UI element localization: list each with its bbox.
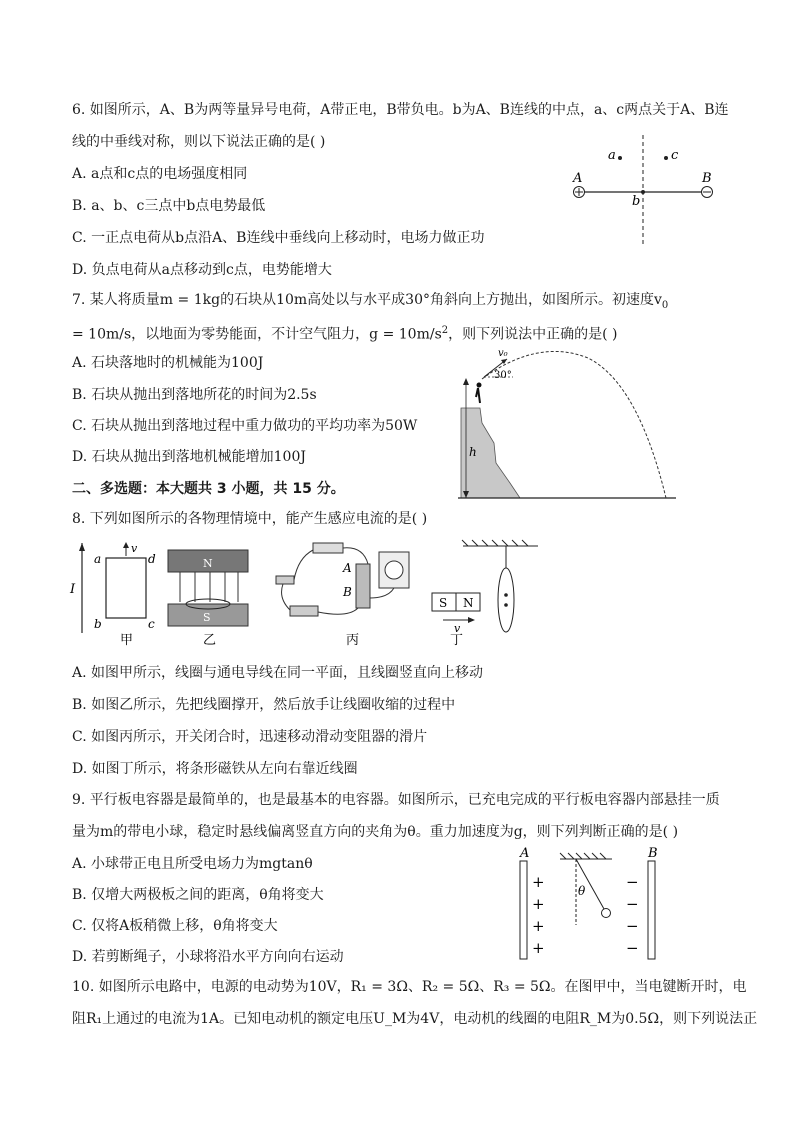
svg-text:S: S xyxy=(439,596,448,610)
q6-option-c[interactable]: C. 一正点电荷从b点沿A、B连线中垂线向上移动时，电场力做正功 xyxy=(72,230,485,246)
q8-figure-bing xyxy=(276,543,409,646)
q8-figure-jia xyxy=(69,542,156,646)
q6-label-a: a xyxy=(608,148,616,163)
svg-text:v: v xyxy=(454,622,461,635)
q6-point-b xyxy=(641,190,645,194)
q8-caption-jia: 甲 xyxy=(120,633,134,646)
q8-option-a[interactable]: A. 如图甲所示，线圈与通电导线在同一平面，且线圈竖直向上移动 xyxy=(72,665,484,681)
q9-ball xyxy=(602,909,611,918)
q6-label-B: B xyxy=(702,171,712,186)
q9-capacitor-figure xyxy=(510,845,670,963)
q8-caption-yi: 乙 xyxy=(203,633,217,646)
q8-figure-yi xyxy=(168,550,248,646)
q7-option-b[interactable]: B. 石块从抛出到落地所花的时间为2.5s xyxy=(72,387,317,403)
q8-caption-ding: 丁 xyxy=(450,633,464,646)
q8-stem: 8. 下列如图所示的各物理情境中，能产生感应电流的是( ) xyxy=(72,511,428,527)
q8-option-b[interactable]: B. 如图乙所示，先把线圈撑开，然后放手让线圈收缩的过程中 xyxy=(72,697,456,713)
svg-text:+: + xyxy=(532,895,545,913)
q6-label-c: c xyxy=(671,148,679,163)
q9-option-b[interactable]: B. 仅增大两极板之间的距离，θ角将变大 xyxy=(72,887,324,903)
q8-switch xyxy=(276,576,294,584)
svg-text:d: d xyxy=(148,552,156,566)
svg-text:B: B xyxy=(343,585,352,599)
q9-option-d[interactable]: D. 若剪断绳子，小球将沿水平方向向右运动 xyxy=(72,949,344,965)
q6-stem-line1: 6. 如图所示，A、B为两等量异号电荷，A带正电，B带负电。b为A、B连线的中点，a、c两点关于A、B连 xyxy=(72,102,729,118)
q7-option-c[interactable]: C. 石块从抛出到落地过程中重力做功的平均功率为50W xyxy=(72,418,418,434)
svg-text:+: + xyxy=(532,939,545,957)
q8-label-v: v xyxy=(131,542,138,555)
q6-charges-figure xyxy=(565,135,725,250)
svg-text:−: − xyxy=(626,917,639,935)
q7-option-a[interactable]: A. 石块落地时的机械能为100J xyxy=(72,355,264,371)
q7-stem-line2: = 10m/s，以地面为零势能面，不计空气阻力，$g = 10m/s^2$，则下列说法中正确的是( ) xyxy=(72,325,618,343)
q8-rheostat xyxy=(313,543,343,553)
q9-label-theta: θ xyxy=(578,884,586,898)
svg-text:c: c xyxy=(148,617,155,631)
q8-battery xyxy=(290,606,318,616)
q6-label-b: b xyxy=(632,194,641,209)
q9-option-c[interactable]: C. 仅将A板稍微上移，θ角将变大 xyxy=(72,918,278,934)
q8-coils xyxy=(356,564,370,608)
q6-option-d[interactable]: D. 负点电荷从a点移动到c点，电势能增大 xyxy=(72,262,332,278)
svg-text:−: − xyxy=(626,939,639,957)
q7-option-d[interactable]: D. 石块从抛出到落地机械能增加100J xyxy=(72,449,306,465)
q9-plate-a xyxy=(520,861,527,959)
q8-option-d[interactable]: D. 如图丁所示，将条形磁铁从左向右靠近线圈 xyxy=(72,761,358,777)
q9-plate-b xyxy=(648,861,655,959)
q6-option-a[interactable]: A. a点和c点的电场强度相同 xyxy=(72,166,248,182)
q6-point-c xyxy=(664,156,668,160)
q10-stem-line2: 阻R₁上通过的电流为1A。已知电动机的额定电压U_M为4V，电动机的线圈的电阻R_M为0.5Ω，则下列说法正 xyxy=(72,1011,758,1027)
q10-stem-line1: 10. 如图所示电路中，电源的电动势为10V，R₁ = 3Ω、R₂ = 5Ω、R₃ = 5Ω。在图甲中，当电键断开时，电 xyxy=(72,979,747,995)
q8-coil xyxy=(106,558,146,618)
q8-induction-figures xyxy=(68,538,548,646)
q7-label-angle: 30° xyxy=(494,370,512,381)
svg-text:a: a xyxy=(94,552,102,566)
q7-stem-line1: 7. 某人将质量m = 1kg的石块从10m高处以与水平成30°角斜向上方抛出，如图所示。初速度$v_0$ xyxy=(72,292,669,311)
svg-text:S: S xyxy=(203,611,211,624)
svg-text:A: A xyxy=(343,561,352,575)
svg-text:+: + xyxy=(532,873,545,891)
q8-option-c[interactable]: C. 如图丙所示，开关闭合时，迅速移动滑动变阻器的滑片 xyxy=(72,729,428,745)
q9-stem-line2: 量为m的带电小球，稳定时悬线偏离竖直方向的夹角为θ。重力加速度为g，则下列判断正确的是( ) xyxy=(72,824,679,840)
q8-hanging-coil xyxy=(498,568,514,632)
q6-option-b[interactable]: B. a、b、c三点中b点电势最低 xyxy=(72,198,266,214)
svg-text:−: − xyxy=(626,873,639,891)
svg-text:+: + xyxy=(532,917,545,935)
svg-text:N: N xyxy=(463,596,474,610)
q8-figure-ding xyxy=(432,540,538,646)
svg-text:N: N xyxy=(203,557,213,570)
q6-stem-line2: 线的中垂线对称，则以下说法正确的是( ) xyxy=(72,134,326,150)
q7-person xyxy=(476,388,480,403)
q9-option-a[interactable]: A. 小球带正电且所受电场力为mgtanθ xyxy=(72,856,313,872)
q7-label-h: h xyxy=(469,445,477,459)
q8-caption-bing: 丙 xyxy=(346,633,360,646)
q8-label-I: I xyxy=(70,582,76,597)
q9-label-B: B xyxy=(648,846,658,861)
section-multiple-choice-title: 二、多选题：本大题共 3 小题，共 15 分。 xyxy=(72,481,345,497)
svg-text:−: − xyxy=(626,895,639,913)
q6-point-a xyxy=(618,156,622,160)
svg-text:b: b xyxy=(94,617,102,631)
q9-stem-line1: 9. 平行板电容器是最简单的，也是最基本的电容器。如图所示，已充电完成的平行板电容器内部悬挂一质 xyxy=(72,792,720,808)
q6-label-A: A xyxy=(573,171,583,186)
q9-label-A: A xyxy=(520,846,530,861)
q7-label-v0: v₀ xyxy=(498,348,508,359)
q7-projectile-figure xyxy=(458,343,680,503)
